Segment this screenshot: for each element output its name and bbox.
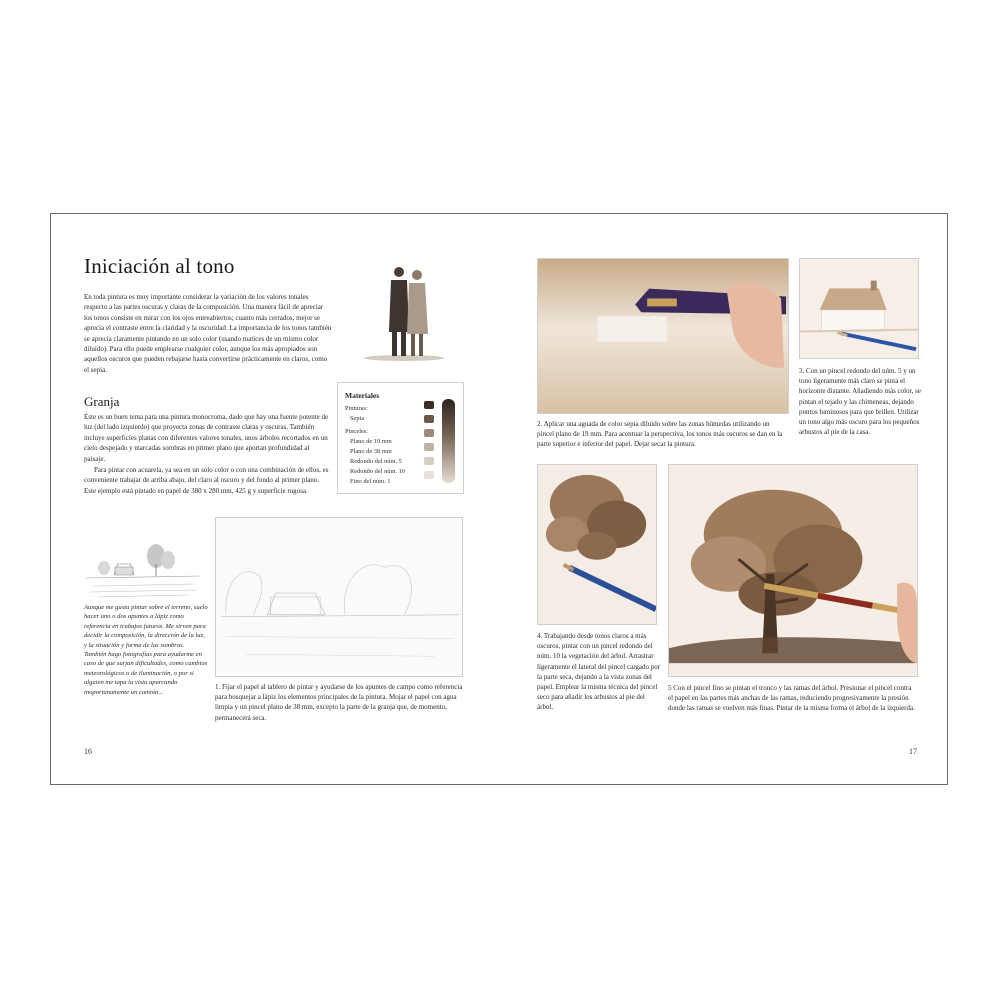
color-gradient-swatch <box>442 399 455 483</box>
page-number-left: 16 <box>84 747 92 756</box>
step3-caption: 3. Con un pincel redondo del núm. 5 y un tono ligeramente más claro se pinta el horizonte distante. Añadiendo más color, se pintan el tejado y las chimeneas, dejando puntos luminosos para que brillen. Utilizar un tono algo más oscuro para los pequeños arbustos al pie de la casa. <box>799 367 921 437</box>
step2-caption: 2. Aplicar una aguada de color sepia diluido sobre las zonas húmedas utilizando un pincel plano de 19 mm. Para acentuar la perspectiva, los tonos más oscuros se dan en la parte superior e inferior del papel. Dejar secar la pintura. <box>537 420 783 449</box>
step1-photo <box>215 517 463 677</box>
sketch-note: Aunque me gusta pintar sobre el terreno, suelo hacer uno o dos apuntes a lápiz como referencia en trabajos futuros. Me sirven para decidir la composición, la dirección de la luz, y la situación y forma de las sombras. También hago fotografías para ayudarme en caso de que surjan dificultades, como cambios meteorológicos o de iluminación, o por si alguien me tapa la vista aparcando inoportunamente un camión... <box>84 604 208 696</box>
materials-line: Plano de 38 mm <box>350 448 392 455</box>
intro-paragraph: En toda pintura es muy importante considerar la variación de los valores tonales respecto a las partes oscuras y claras de la composición. Una manera fácil de apreciar los tonos consiste en mirar con los ojos entreabiertos; cuanto más cerrados, mejor se aprecia el contraste entre la claridad y la oscuridad. La importancia de los tonos también se aprecia claramente pintando en un solo color (usando matices de un mismo color diluido). Para ello puede emplearse cualquier color, aunque los más apropiados son aquellos oscuros que pueden rebajarse hasta convertirse prácticamente en claros, como el sepia. <box>84 293 332 374</box>
page-title: Iniciación al tono <box>84 254 235 278</box>
step4-photo <box>537 464 657 625</box>
granja-paragraph-1: Éste es un buen tema para una pintura monocroma, dado que hay una fuente potente de luz (del lado izquierdo) que proyecta zonas de contraste claras y oscuras. También incluye superficies planas con diferentes valores tonales, unos árboles recortados en un cielo despejado y marcadas sombras en primer plano que aportan profundidad al paisaje. <box>84 413 329 463</box>
materials-line: Redondo del núm. 5 <box>350 458 402 465</box>
materials-line: Pinceles: <box>345 428 369 435</box>
step4-caption: 4. Trabajando desde tonos claros a más oscuros, pintar con un pincel redondo del núm. 10 la vegetación del árbol. Arrastrar ligeramente el lateral del pincel cargado por la parte seca, dejando a la vista zonas del papel. Emplear la misma técnica del pincel seco para añadir los arbustos al pie del árbol. <box>537 632 661 712</box>
color-swatch <box>424 443 434 451</box>
materials-line: Plano de 19 mm <box>350 438 392 445</box>
color-swatch <box>424 457 434 465</box>
color-swatch <box>424 415 434 423</box>
materials-line: Fino del núm. 1 <box>350 478 391 485</box>
step5-caption: 5 Con el pincel fino se pintan el tronco y las ramas del árbol. Presionar el pincel contra el papel en las partes más anchas de las ramas, reduciendo progresivamente la presión donde las ramas se vuelven más finas. Pintar de la misma forma el árbol de la izquierda. <box>668 684 915 713</box>
book-spread <box>50 213 948 785</box>
section-heading-granja: Granja <box>84 394 120 409</box>
step2-photo <box>537 258 789 414</box>
step1-caption: 1. Fijar el papel al tablero de pintar y ayudarse de los apuntes de campo como referencia para bosquejar a lápiz los elementos principales de la pintura. Mojar el papel con agua limpia y un pincel plano de 38 mm, excepto la parte de la granja que, de momento, permanecerá seca. <box>215 683 463 722</box>
pencil-sketch <box>84 534 202 600</box>
materials-title: Materiales <box>345 391 380 400</box>
color-swatch <box>424 429 434 437</box>
materials-line: Redondo del núm. 10 <box>350 468 406 475</box>
materials-line: Sepia <box>350 415 365 422</box>
step3-photo <box>799 258 919 359</box>
couple-illustration <box>359 262 449 362</box>
color-swatch <box>424 471 434 479</box>
color-swatch <box>424 401 434 409</box>
page-number-right: 17 <box>909 747 917 756</box>
granja-paragraph-2: Para pintar con acuarela, ya sea en un solo color o con una combinación de ellos, es conveniente trabajar de arriba abajo, del claro al oscuro y del fondo al primer plano. Este ejemplo está pintado en papel de 380 x 280 mm, 425 g y superficie rugosa. <box>84 466 329 495</box>
step5-photo <box>668 464 918 677</box>
materials-box <box>337 382 464 494</box>
materials-line: Pinturas: <box>345 405 368 412</box>
